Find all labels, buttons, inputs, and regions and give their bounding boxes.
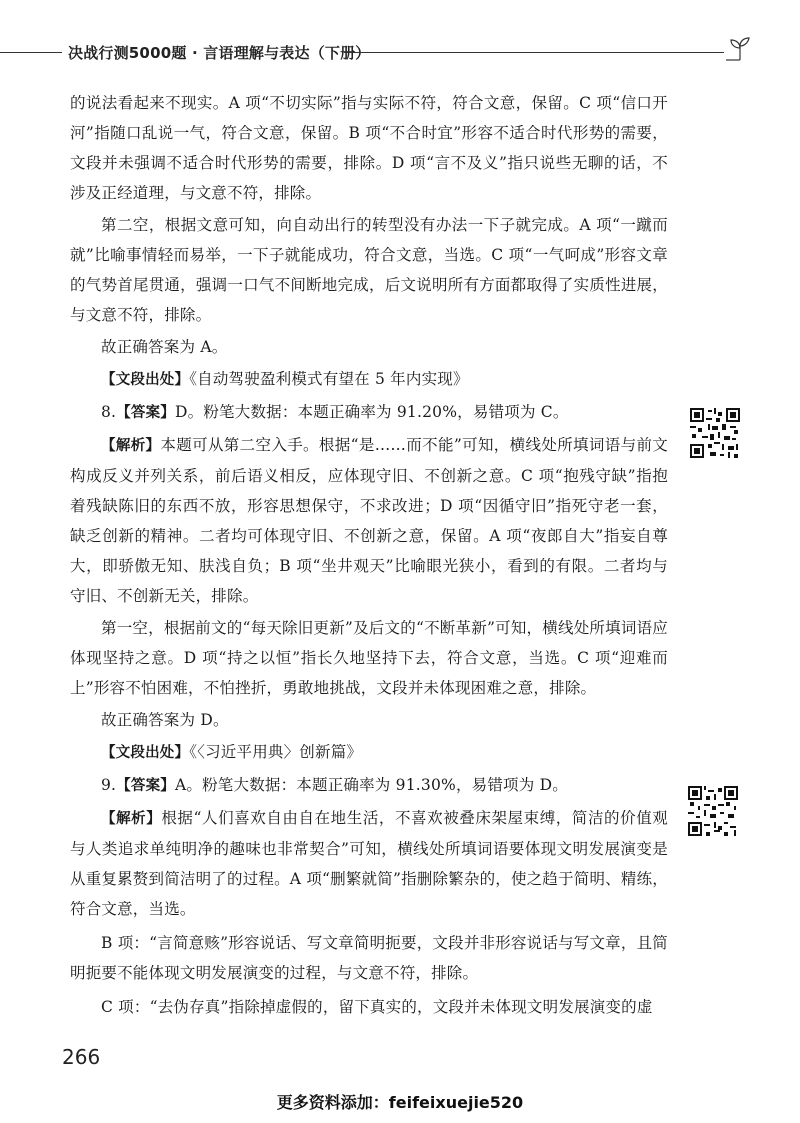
paragraph: 第一空，根据前文的“每天除旧更新”及后文的“不断革新”可知，横线处所填词语应体现坚持之意。D 项“持之以恒”指长久地坚持下去，符合文意，当选。C 项“迎难而上”形容不怕困难，不怕挫折，勇敢地挑战，文段并未体现困难之意，排除。: [70, 619, 668, 697]
running-header: [0, 34, 800, 74]
paragraph: C 项：“去伪存真”指除掉虚假的，留下真实的，文段并未体现文明发展演变的虚: [101, 998, 653, 1016]
answer-label: 【答案】: [116, 405, 176, 421]
qr-code-icon[interactable]: [690, 408, 740, 458]
paragraph: 的说法看起来不现实。A 项“不切实际”指与实际不符，符合文意，保留。C 项“信口开河”指随口乱说一气，符合文意，保留。B 项“不合时宜”形容不适合时代形势的需要，文段并未强调不适合时代形势的需要，排除。D 项“言不及义”指只说些无聊的话，不涉及正经道理，与文意不符，排除。: [70, 94, 668, 202]
source-line: [70, 364, 668, 395]
sprout-icon: [722, 34, 758, 70]
book-title: 决战行测5000题 · 言语理解与表达（下册）: [68, 44, 371, 62]
paragraph: B 项：“言简意赅”形容说话、写文章简明扼要，文段并非形容说话与写文章，且简明扼要不能体现文明发展演变的过程，与文意不符，排除。: [70, 934, 668, 982]
footer-contact-note: 更多资料添加：feifeixuejie520: [276, 1093, 524, 1112]
answer-text: A。粉笔大数据：本题正确率为 91.30%，易错项为 D。: [175, 776, 568, 794]
answer-conclusion: 故正确答案为 A。: [101, 338, 228, 356]
question-number: 8.: [101, 403, 117, 421]
analysis-label: 【解析】: [101, 811, 162, 827]
answer-label: 【答案】: [116, 778, 176, 794]
analysis-text: 根据“人们喜欢自由自在地生活，不喜欢被叠床架屋束缚，简洁的价值观与人类追求单纯明净的趣味也非常契合”可知，横线处所填词语要体现文明发展演变是从重复累赘到简洁明了的过程。A 项“删繁就简”指删除繁杂的，使之趋于简明、精练，符合文意，当选。: [70, 809, 668, 918]
answer-line-q9: [70, 770, 668, 801]
source-label: 【文段出处】: [101, 745, 190, 761]
page-body: [70, 88, 668, 1024]
analysis-paragraph: [70, 430, 668, 611]
answer-conclusion: 故正确答案为 D。: [101, 711, 229, 729]
source-line: [70, 737, 668, 768]
source-title: 《自动驾驶盈利模式有望在 5 年内实现》: [189, 370, 469, 388]
analysis-text: 本题可从第二空入手。根据“是……而不能”可知，横线处所填词语与前文构成反义并列关系，前后语义相反，应体现守旧、不创新之意。C 项“抱残守缺”指抱着残缺陈旧的东西不放，形容思想保守，不求改进；D 项“因循守旧”指死守老一套，缺乏创新的精神。二者均可体现守旧、不创新之意，保留。A 项“夜郎自大”指妄自尊大，即骄傲无知、肤浅自负；B 项“坐井观天”比喻眼光狭小，看到的有限。二者均与守旧、不创新无关，排除。: [70, 436, 668, 605]
analysis-paragraph: [70, 803, 668, 924]
analysis-label: 【解析】: [101, 438, 161, 454]
paragraph: 第二空，根据文意可知，向自动出行的转型没有办法一下子就完成。A 项“一蹴而就”比喻事情轻而易举，一下子就能成功，符合文意，当选。C 项“一气呵成”形容文章的气势首尾贯通，强调一口气不间断地完成，后文说明所有方面都取得了实质性进展，与文意不符，排除。: [70, 216, 668, 324]
qr-code-icon[interactable]: [688, 786, 738, 836]
source-title: 《〈习近平用典〉创新篇》: [189, 743, 363, 761]
answer-text: D。粉笔大数据：本题正确率为 91.20%，易错项为 C。: [175, 403, 569, 421]
answer-line-q8: [70, 397, 668, 428]
question-number: 9.: [101, 776, 117, 794]
source-label: 【文段出处】: [101, 372, 190, 388]
page-number: 266: [62, 1045, 101, 1069]
header-rule-left: [0, 52, 62, 53]
header-rule-right: [344, 52, 724, 53]
